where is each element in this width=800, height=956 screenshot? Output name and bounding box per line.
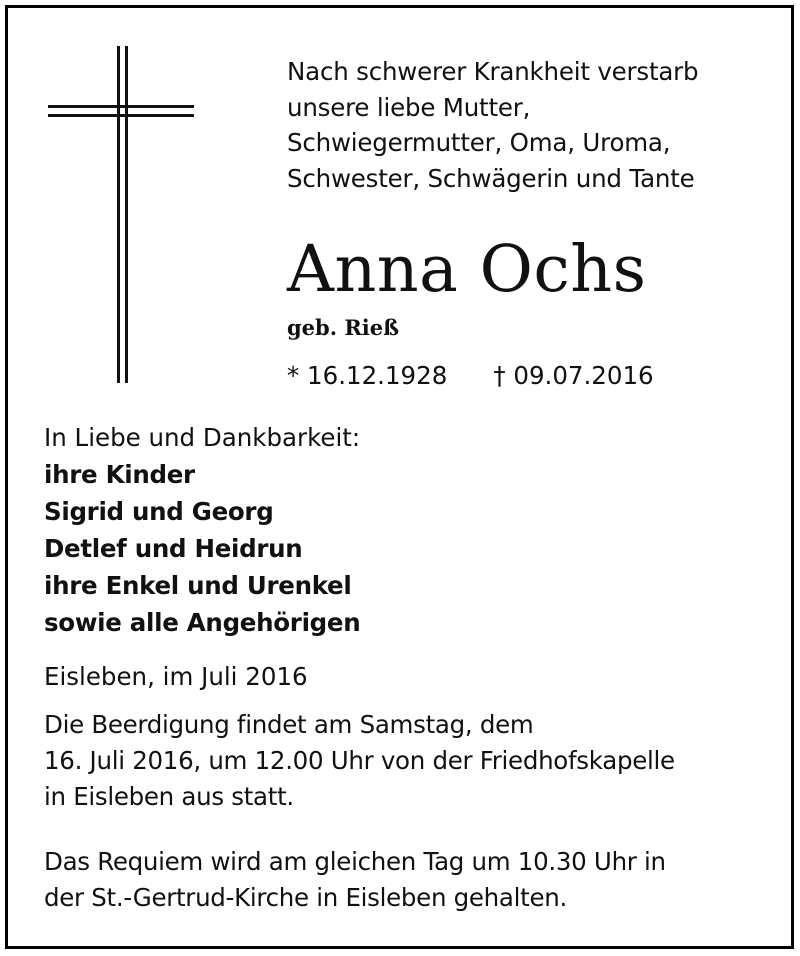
family-intro: In Liebe und Dankbarkeit: xyxy=(44,423,361,452)
mourners-block xyxy=(44,419,764,641)
funeral-info xyxy=(44,707,774,815)
intro-line: Schwester, Schwägerin und Tante xyxy=(287,163,695,193)
funeral-line: in Eisleben aus statt. xyxy=(44,782,294,811)
mourner-line: Detlef und Heidrun xyxy=(44,534,303,563)
intro-text xyxy=(287,54,767,196)
life-dates xyxy=(287,358,767,394)
deceased-name: Anna Ochs xyxy=(287,232,647,307)
requiem-info xyxy=(44,844,774,916)
mourner-line: ihre Kinder xyxy=(44,460,195,489)
place-date: Eisleben, im Juli 2016 xyxy=(44,662,308,691)
birth-date: * 16.12.1928 xyxy=(287,361,448,390)
mourner-line: sowie alle Angehörigen xyxy=(44,608,361,637)
birth-name: geb. Rieß xyxy=(287,315,400,340)
funeral-line: 16. Juli 2016, um 12.00 Uhr von der Friedhofskapelle xyxy=(44,746,675,775)
death-date: † 09.07.2016 xyxy=(493,361,654,390)
intro-line: Schwiegermutter, Oma, Uroma, xyxy=(287,128,671,157)
mourner-line: ihre Enkel und Urenkel xyxy=(44,571,352,600)
intro-line: Nach schwerer Krankheit verstarb xyxy=(287,57,699,86)
funeral-line: Die Beerdigung findet am Samstag, dem xyxy=(44,710,534,739)
requiem-line: der St.-Gertrud-Kirche in Eisleben gehalten. xyxy=(44,883,567,912)
requiem-line: Das Requiem wird am gleichen Tag um 10.30 Uhr in xyxy=(44,847,666,876)
intro-line: unsere liebe Mutter, xyxy=(287,92,531,122)
mourner-line: Sigrid und Georg xyxy=(44,497,274,526)
